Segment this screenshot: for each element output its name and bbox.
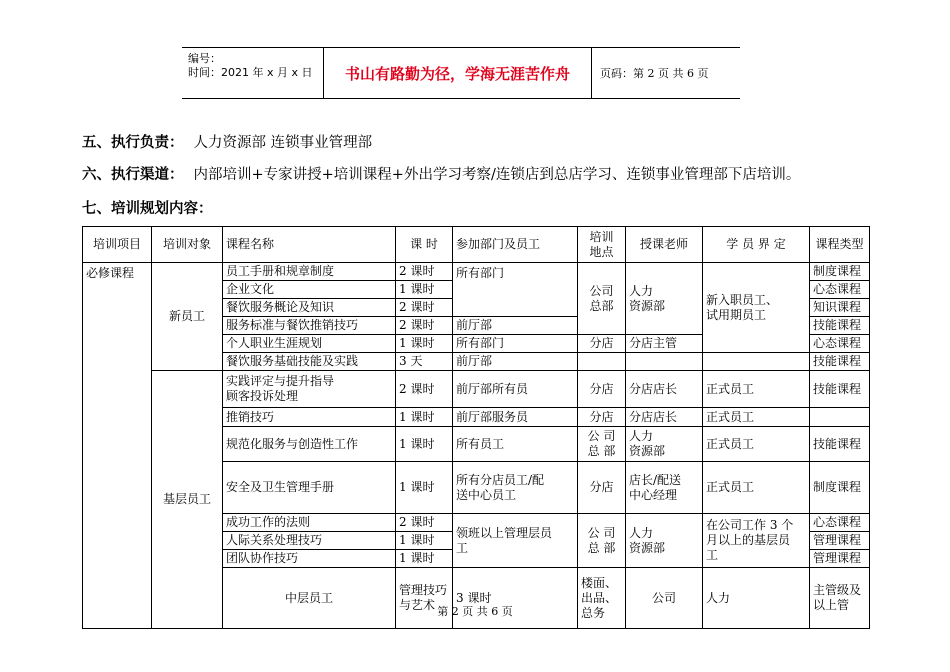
type-cell: 心态课程 <box>810 281 870 299</box>
trainee-cell: 正式员工 <box>703 371 810 408</box>
hours-cell: 1 课时 <box>396 427 453 462</box>
dept-cell: 前厅部 <box>453 317 578 335</box>
group-new: 新员工 <box>152 263 223 371</box>
trainee-cell: 新入职员工、 试用期员工 <box>703 263 810 353</box>
place-cell: 分店 <box>578 408 626 427</box>
type-cell: 制度课程 <box>810 462 870 514</box>
course-cell: 员工手册和规章制度 <box>223 263 396 281</box>
type-cell: 技能课程 <box>810 371 870 408</box>
trainee-cell: 在公司工作 3 个 月以上的基层员 工 <box>703 514 810 568</box>
type-cell: 制度课程 <box>810 263 870 281</box>
section-5 <box>82 131 372 152</box>
trainee-cell: 正式员工 <box>703 462 810 514</box>
course-cell: 餐饮服务概论及知识 <box>223 299 396 317</box>
teacher-cell: 分店店长 <box>626 371 703 408</box>
course-cell: 管理技巧与艺术 <box>396 568 453 629</box>
course-cell: 规范化服务与创造性工作 <box>223 427 396 462</box>
section-5-text: 人力资源部 连锁事业管理部 <box>193 135 373 151</box>
type-cell <box>810 408 870 427</box>
place-cell: 公司 <box>626 568 703 629</box>
page-header <box>182 47 740 99</box>
teacher-cell: 分店店长 <box>626 408 703 427</box>
type-cell: 技能课程 <box>810 427 870 462</box>
place-cell: 公 司 总 部 <box>578 514 626 568</box>
hours-cell: 2 课时 <box>396 371 453 408</box>
teacher-cell: 人力 资源部 <box>626 263 703 335</box>
course-cell: 服务标准与餐饮推销技巧 <box>223 317 396 335</box>
trainee-cell: 正式员工 <box>703 427 810 462</box>
table-row <box>83 263 870 281</box>
teacher-cell: 店长/配送 中心经理 <box>626 462 703 514</box>
header-page-number: 页码：第 2 页 共 6 页 <box>600 67 709 80</box>
hours-cell: 1 课时 <box>396 281 453 299</box>
type-cell: 管理课程 <box>810 550 870 568</box>
col-header: 培训地点 <box>578 227 626 263</box>
course-cell: 实践评定与提升指导 顾客投诉处理 <box>223 371 396 408</box>
table-header-row <box>83 227 870 263</box>
type-cell: 心态课程 <box>810 335 870 353</box>
hours-cell: 2 课时 <box>396 263 453 281</box>
dept-cell: 所有分店员工/配 送中心员工 <box>453 462 578 514</box>
dept-cell: 前厅部所有员 <box>453 371 578 408</box>
dept-cell: 前厅部 <box>453 353 578 371</box>
dept-cell: 领班以上管理层员 工 <box>453 514 578 568</box>
teacher-cell: 人力 资源部 <box>626 514 703 568</box>
course-cell: 个人职业生涯规划 <box>223 335 396 353</box>
dept-cell: 前厅部服务员 <box>453 408 578 427</box>
hours-cell: 2 课时 <box>396 514 453 532</box>
type-cell: 技能课程 <box>810 353 870 371</box>
course-cell: 人际关系处理技巧 <box>223 532 396 550</box>
course-cell: 团队协作技巧 <box>223 550 396 568</box>
group-mid: 中层员工 <box>223 568 396 629</box>
dept-cell: 所有部门 <box>453 263 578 317</box>
teacher-cell-empty <box>626 353 703 371</box>
section-7 <box>82 197 213 218</box>
hours-cell: 2 课时 <box>396 299 453 317</box>
hours-cell: 1 课时 <box>396 550 453 568</box>
teacher-cell: 人力 资源部 <box>626 427 703 462</box>
course-cell: 安全及卫生管理手册 <box>223 462 396 514</box>
type-cell: 管理课程 <box>810 532 870 550</box>
col-header: 培训对象 <box>152 227 223 263</box>
course-cell: 企业文化 <box>223 281 396 299</box>
code-label: 编号： <box>188 52 221 65</box>
header-meta <box>182 48 324 98</box>
type-cell: 心态课程 <box>810 514 870 532</box>
col-header: 学 员 界 定 <box>703 227 810 263</box>
training-plan-table <box>82 226 870 629</box>
table-row <box>83 371 870 408</box>
section-6-text: 内部培训+专家讲授+培训课程+外出学习考察/连锁店到总店学习、连锁事业管理部下店培训。 <box>193 167 801 183</box>
course-cell: 成功工作的法则 <box>223 514 396 532</box>
type-cell: 技能课程 <box>810 317 870 335</box>
page-footer: 第 2 页 共 6 页 <box>437 605 513 618</box>
col-header: 课程类型 <box>810 227 870 263</box>
hours-cell: 1 课时 <box>396 532 453 550</box>
hours-cell: 3 课时 <box>453 568 578 629</box>
trainee-cell-empty <box>703 353 810 371</box>
header-motto: 书山有路勤为径，学海无涯苦作舟 <box>324 48 592 98</box>
place-cell: 分店 <box>578 335 626 353</box>
dept-cell: 楼面、出品、总务 <box>578 568 626 629</box>
place-cell: 分店 <box>578 462 626 514</box>
course-cell: 餐饮服务基础技能及实践 <box>223 353 396 371</box>
trainee-cell: 主管级及以上管 <box>810 568 870 629</box>
teacher-cell: 人力 <box>703 568 810 629</box>
col-header: 培训项目 <box>83 227 152 263</box>
hours-cell: 1 课时 <box>396 462 453 514</box>
hours-cell: 2 课时 <box>396 317 453 335</box>
hours-cell: 1 课时 <box>396 408 453 427</box>
teacher-cell: 分店主管 <box>626 335 703 353</box>
col-header: 课 时 <box>396 227 453 263</box>
section-7-label: 七、培训规划内容： <box>82 200 213 217</box>
group-base: 基层员工 <box>152 371 223 629</box>
section-6 <box>82 163 800 184</box>
course-cell: 推销技巧 <box>223 408 396 427</box>
place-cell-empty <box>578 353 626 371</box>
dept-cell: 所有部门 <box>453 335 578 353</box>
place-cell: 公 司 总 部 <box>578 427 626 462</box>
section-5-label: 五、执行负责： <box>82 134 184 151</box>
time-label: 时间：2021 年 x 月 x 日 <box>188 66 313 79</box>
section-6-label: 六、执行渠道： <box>82 166 184 183</box>
col-header: 参加部门及员工 <box>453 227 578 263</box>
place-cell: 分店 <box>578 371 626 408</box>
col-header: 课程名称 <box>223 227 396 263</box>
col-header: 授课老师 <box>626 227 703 263</box>
type-cell: 知识课程 <box>810 299 870 317</box>
project-cell: 必修课程 <box>83 263 152 629</box>
hours-cell: 3 天 <box>396 353 453 371</box>
trainee-cell: 正式员工 <box>703 408 810 427</box>
hours-cell: 1 课时 <box>396 335 453 353</box>
dept-cell: 所有员工 <box>453 427 578 462</box>
place-cell: 公司 总部 <box>578 263 626 335</box>
